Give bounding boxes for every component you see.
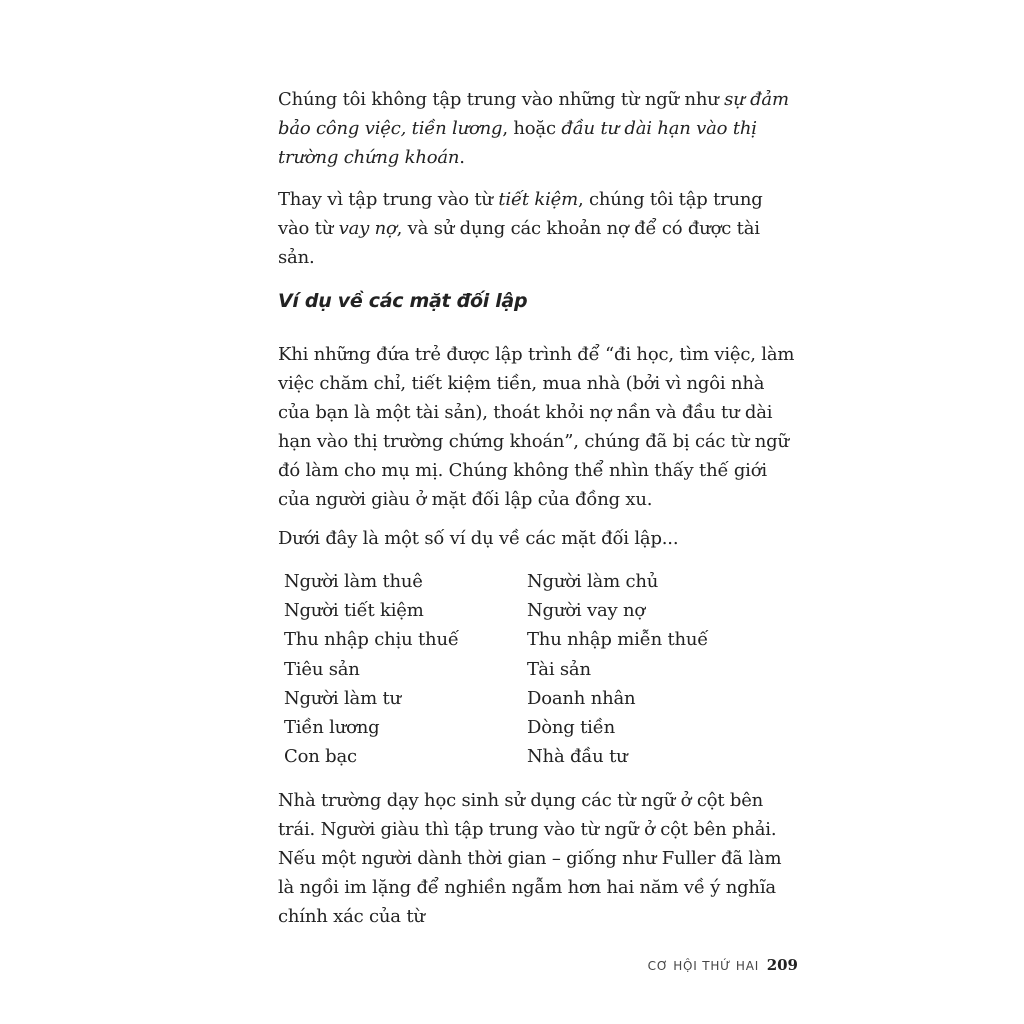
paragraph-1-emphasis-b: đầu tư dài hạn vào thị trường chứng khoán [278, 118, 757, 168]
opposites-row [284, 567, 764, 596]
paragraph-4: Dưới đây là một số ví dụ về các mặt đối lập... [278, 528, 679, 549]
opposites-right-term: Doanh nhân [527, 687, 636, 709]
paragraph-1 [278, 85, 798, 172]
opposites-right-term: Dòng tiền [527, 716, 615, 738]
opposites-row [284, 684, 764, 713]
opposites-left-term: Con bạc [284, 746, 357, 768]
opposites-right-term: Người làm chủ [527, 571, 659, 592]
paragraph-2-emphasis-b: vay nợ [338, 218, 397, 239]
opposites-left-term: Tiêu sản [284, 658, 360, 680]
opposites-right-term: Thu nhập miễn thuế [527, 629, 709, 651]
paragraph-1-text-c: . [459, 147, 465, 168]
paragraph-2-emphasis-a: tiết kiệm [498, 189, 578, 210]
opposites-left-term: Thu nhập chịu thuế [284, 629, 459, 651]
opposites-row [284, 625, 764, 654]
opposites-row [284, 596, 764, 625]
page-number: 209 [766, 956, 798, 974]
opposites-right-term: Người vay nợ [527, 600, 646, 622]
running-header-chapter: CƠ HỘI THỨ HAI [647, 959, 760, 973]
opposites-left-term: Người làm tư [284, 687, 401, 709]
paragraph-3: Khi những đứa trẻ được lập trình để “đi học, tìm việc, làm việc chăm chỉ, tiết kiệm tiền, mua nhà (bởi vì ngôi nhà của bạn là một tài sản), thoát khỏi nợ nần và đầu tư dài hạn vào thị trường chứng khoán”, chúng đã bị các từ ngữ đó làm cho mụ mị. Chúng không thể nhìn thấy thế giới của người giàu ở mặt đối lập của đồng xu. [278, 344, 795, 510]
paragraph-2-text-c: , và sử dụng các khoản nợ để có được tài sản. [278, 218, 760, 268]
opposites-right-term: Tài sản [527, 658, 591, 680]
paragraph-5: Nhà trường dạy học sinh sử dụng các từ ngữ ở cột bên trái. Người giàu thì tập trung vào từ ngữ ở cột bên phải. Nếu một người dành thời gian – giống như Fuller đã làm là ngồi im lặng để nghiền ngẫm hơn hai năm về ý nghĩa chính xác của từ [278, 790, 782, 927]
section-heading: Ví dụ về các mặt đối lập [278, 290, 528, 312]
opposites-right-term: Nhà đầu tư [527, 746, 628, 768]
opposites-left-term: Tiền lương [284, 716, 380, 738]
paragraph-1-emphasis-a: sự đảm bảo công việc, tiền lương [278, 89, 789, 139]
paragraph-2 [278, 185, 798, 272]
opposites-left-term: Người tiết kiệm [284, 600, 424, 622]
opposites-row [284, 713, 764, 742]
page-footer [600, 956, 798, 974]
paragraph-1-text-a: Chúng tôi không tập trung vào những từ ngữ như [278, 89, 725, 110]
paragraph-2-text-a: Thay vì tập trung vào từ [278, 189, 499, 210]
opposites-list [284, 567, 764, 771]
opposites-row [284, 655, 764, 684]
paragraph-2-text-b: , chúng tôi tập trung vào từ [278, 189, 763, 239]
paragraph-1-text-b: , hoặc [502, 118, 562, 139]
opposites-left-term: Người làm thuê [284, 571, 423, 592]
opposites-row [284, 742, 764, 771]
